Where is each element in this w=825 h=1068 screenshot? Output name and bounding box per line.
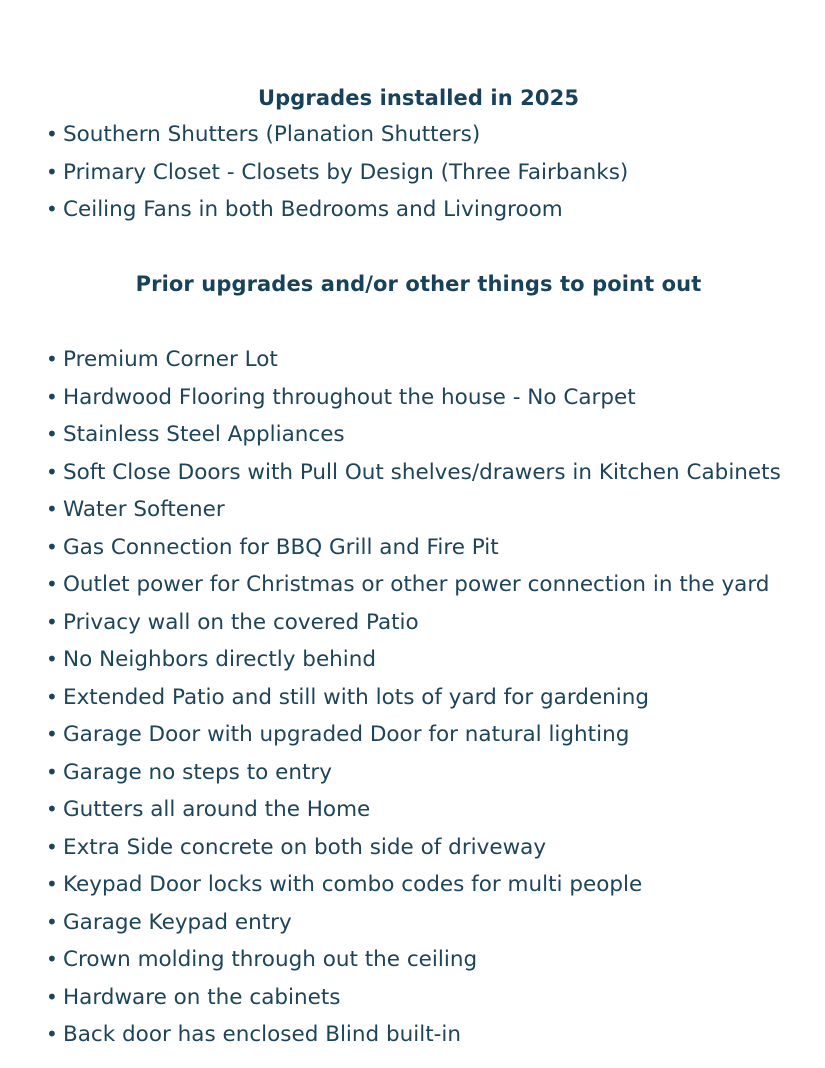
bullet-icon: • — [46, 834, 58, 859]
list-item-text: Garage no steps to entry — [63, 759, 332, 785]
bullet-icon: • — [46, 534, 58, 559]
bullet-icon: • — [46, 722, 58, 746]
list-item — [46, 382, 781, 420]
list-item — [46, 644, 781, 682]
list-item-text: Privacy wall on the covered Patio — [63, 609, 419, 635]
bullet-icon: • — [46, 984, 58, 1009]
list-item — [46, 869, 781, 907]
list-item-text: No Neighbors directly behind — [63, 647, 377, 672]
section-heading-prior-upgrades: Prior upgrades and/or other things to point out — [135, 272, 702, 296]
list-item — [46, 344, 781, 382]
list-item-text: Outlet power for Christmas or other power connection in the yard — [63, 572, 770, 597]
list-item — [46, 944, 781, 982]
list-item-text: Soft Close Doors with Pull Out shelves/drawers in Kitchen Cabinets — [63, 459, 781, 485]
list-item — [46, 719, 781, 757]
bullet-icon: • — [46, 459, 58, 484]
list-item — [46, 119, 628, 157]
list-item — [46, 757, 781, 795]
list-item-text: Gutters all around the Home — [63, 797, 371, 822]
list-item-text: Extended Patio and still with lots of yard for gardening — [63, 684, 650, 710]
list-item-text: Hardwood Flooring throughout the house - No Carpet — [63, 384, 636, 410]
list-item — [46, 494, 781, 532]
list-item — [46, 532, 781, 570]
prior-upgrades-list — [46, 344, 781, 1057]
bullet-icon: • — [46, 797, 58, 821]
list-item-text: Ceiling Fans in both Bedrooms and Livingroom — [63, 197, 563, 222]
list-item-text: Stainless Steel Appliances — [63, 422, 345, 447]
bullet-icon: • — [46, 347, 58, 371]
list-item-text: Water Softener — [63, 497, 225, 522]
bullet-icon: • — [46, 609, 58, 634]
list-item — [46, 982, 781, 1020]
list-item — [46, 832, 781, 870]
bullet-icon: • — [46, 909, 58, 934]
list-item — [46, 1019, 781, 1057]
list-item — [46, 682, 781, 720]
list-item-text: Primary Closet - Closets by Design (Three Fairbanks) — [63, 159, 629, 185]
list-item-text: Garage Door with upgraded Door for natural lighting — [63, 722, 630, 747]
list-item-text: Gas Connection for BBQ Grill and Fire Pit — [63, 534, 499, 560]
bullet-icon: • — [46, 572, 58, 596]
bullet-icon: • — [46, 1022, 58, 1046]
list-item — [46, 194, 628, 232]
list-item-text: Back door has enclosed Blind built-in — [63, 1022, 462, 1047]
bullet-icon: • — [46, 159, 58, 184]
list-item — [46, 157, 628, 195]
bullet-icon: • — [46, 872, 58, 896]
bullet-icon: • — [46, 122, 58, 146]
bullet-icon: • — [46, 684, 58, 709]
bullet-icon: • — [46, 647, 58, 671]
bullet-icon: • — [46, 197, 58, 221]
bullet-icon: • — [46, 384, 58, 409]
list-item-text: Hardware on the cabinets — [63, 984, 341, 1010]
section-heading-2025-upgrades: Upgrades installed in 2025 — [257, 86, 580, 110]
list-item-text: Southern Shutters (Planation Shutters) — [63, 122, 481, 147]
list-item — [46, 907, 781, 945]
list-item-text: Extra Side concrete on both side of driveway — [63, 834, 547, 860]
bullet-icon: • — [46, 947, 58, 971]
bullet-icon: • — [46, 422, 58, 446]
list-item — [46, 457, 781, 495]
list-item-text: Garage Keypad entry — [63, 909, 292, 935]
upgrades-2025-list — [46, 119, 628, 232]
list-item-text: Keypad Door locks with combo codes for multi people — [63, 872, 643, 897]
list-item — [46, 607, 781, 645]
list-item — [46, 794, 781, 832]
list-item-text: Premium Corner Lot — [63, 347, 278, 372]
list-item-text: Crown molding through out the ceiling — [63, 947, 478, 972]
list-item — [46, 419, 781, 457]
bullet-icon: • — [46, 759, 58, 784]
bullet-icon: • — [46, 497, 58, 521]
list-item — [46, 569, 781, 607]
